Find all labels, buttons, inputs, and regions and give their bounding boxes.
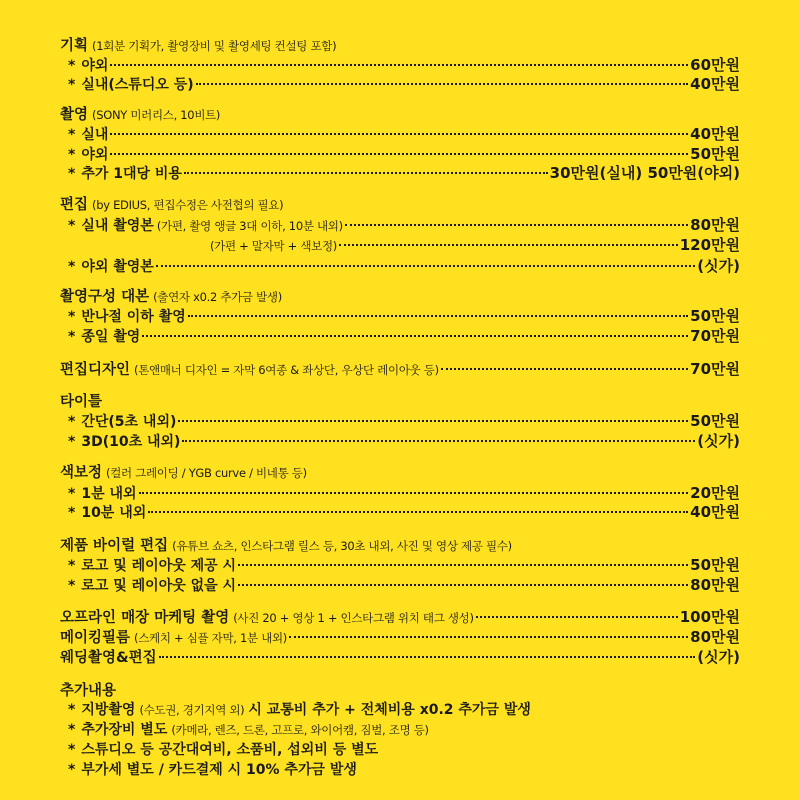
dot-leader: [476, 616, 678, 618]
price-row: [60, 432, 740, 451]
note-row: [60, 761, 740, 779]
bullet-marker: *: [68, 558, 76, 574]
section-title: 메이킹필름: [60, 630, 131, 646]
section-viral-heading: [60, 537, 740, 555]
item-label: 1분 내외: [81, 486, 137, 502]
section-title: 기획: [60, 38, 89, 54]
dot-leader: [345, 224, 688, 226]
price-row: [60, 556, 740, 575]
bullet-marker: *: [68, 127, 76, 143]
item-label: 야외: [81, 147, 109, 163]
dot-leader: [289, 636, 688, 638]
section-note: (스케치 + 심플 자막, 1분 내외): [134, 631, 287, 645]
item-label: 야외 촬영본: [81, 259, 154, 275]
item-label: 10분 내외: [81, 505, 147, 521]
item-note: (가편 + 말자막 + 색보정): [210, 239, 337, 253]
bullet-marker: *: [68, 434, 76, 450]
note-bold: 스튜디오 등 공간대여비, 소품비, 섭외비 등 별도: [81, 742, 379, 758]
note-row: [60, 721, 740, 739]
item-price: 80만원: [690, 216, 740, 234]
bullet-marker: *: [68, 147, 76, 163]
item-note: (가편, 촬영 앵글 3대 이하, 10분 내외): [156, 219, 343, 233]
item-price: 60만원: [690, 56, 740, 74]
bullet-marker: *: [68, 309, 76, 325]
bullet-marker: *: [68, 414, 76, 430]
section-editing-heading: [60, 196, 740, 214]
item-price: (싯가): [697, 257, 740, 275]
price-row: [60, 257, 740, 276]
bullet-marker: *: [68, 329, 76, 345]
item-price: 40만원: [690, 125, 740, 143]
price-row: [60, 307, 740, 326]
bullet-marker: *: [68, 58, 76, 74]
price-row: [60, 412, 740, 431]
item-price: 70만원: [690, 327, 740, 345]
dot-leader: [110, 153, 688, 155]
item-label: 실내: [81, 127, 109, 143]
item-label: 종일 촬영: [81, 329, 141, 345]
section-making-row: [60, 628, 740, 647]
item-price: 50만원: [690, 412, 740, 430]
bullet-marker: *: [68, 77, 76, 93]
dot-leader: [196, 83, 688, 85]
price-row: [60, 164, 740, 183]
dot-leader: [182, 440, 695, 442]
item-price: 50만원: [690, 145, 740, 163]
item-price: 100만원: [679, 608, 740, 626]
item-label: 반나절 이하 촬영: [81, 309, 186, 325]
section-wedding-row: [60, 648, 740, 667]
item-label: 로고 및 레이아웃 없을 시: [81, 578, 237, 594]
bullet-marker: *: [68, 742, 76, 758]
note-bold: 부가세 별도 / 카드결제 시 10% 추가금 발생: [81, 762, 357, 778]
dot-leader: [238, 564, 688, 566]
section-title: 편집: [60, 197, 89, 213]
section-title: 추가내용: [60, 683, 117, 699]
item-label: 로고 및 레이아웃 제공 시: [81, 558, 237, 574]
price-row: [60, 327, 740, 346]
dot-leader: [110, 64, 688, 66]
item-price: 70만원: [690, 360, 740, 378]
dot-leader: [441, 368, 688, 370]
price-row: [60, 216, 740, 235]
section-title: 타이틀: [60, 394, 103, 410]
price-row: [60, 576, 740, 595]
note-row: [60, 741, 740, 759]
dot-leader: [339, 244, 678, 246]
price-row: [60, 75, 740, 94]
note-bold: 지방촬영: [81, 702, 136, 718]
section-title: 촬영: [60, 107, 89, 123]
price-row: [60, 503, 740, 522]
section-title: 오프라인 매장 마케팅 촬영: [60, 610, 230, 626]
note-detail: (수도권, 경기지역 외): [139, 703, 245, 717]
section-title: 색보정: [60, 465, 103, 481]
section-note: (유튜브 쇼츠, 인스타그램 릴스 등, 30초 내외, 사진 및 영상 제공 필수): [172, 539, 512, 553]
section-extra-heading: [60, 682, 740, 700]
dot-leader: [148, 511, 688, 513]
section-offline-row: [60, 608, 740, 627]
item-label: 실내 촬영본: [81, 218, 154, 234]
bullet-marker: *: [68, 259, 76, 275]
dot-leader: [184, 172, 548, 174]
bullet-marker: *: [68, 762, 76, 778]
bullet-marker: *: [68, 486, 76, 502]
section-note: (사진 20 + 영상 1 + 인스타그램 위치 태그 생성): [233, 611, 474, 625]
note-bold: 추가장비 별도: [81, 722, 168, 738]
section-title: 제품 바이럴 편집: [60, 538, 169, 554]
section-planning-heading: [60, 37, 740, 55]
item-price: 50만원: [690, 307, 740, 325]
section-shooting-heading: [60, 106, 740, 124]
item-price: (싯가): [697, 432, 740, 450]
price-row: [60, 125, 740, 144]
item-price: 50만원: [690, 556, 740, 574]
section-color-heading: [60, 464, 740, 482]
bullet-marker: *: [68, 722, 76, 738]
section-note: (by EDIUS, 편집수정은 사전협의 필요): [92, 198, 284, 212]
dot-leader: [188, 315, 688, 317]
item-price: (싯가): [697, 648, 740, 666]
bullet-marker: *: [68, 166, 76, 182]
section-note: (1회분 기획가, 촬영장비 및 촬영세팅 컨설팅 포함): [92, 39, 337, 53]
bullet-marker: *: [68, 578, 76, 594]
section-title: 촬영구성 대본: [60, 289, 150, 305]
section-title: 웨딩촬영&편집: [60, 650, 157, 666]
section-edit-design-row: [60, 360, 740, 379]
item-label: 간단(5초 내외): [81, 414, 177, 430]
note-detail: (카메라, 렌즈, 드론, 고프로, 와이어캠, 짐벌, 조명 등): [171, 723, 429, 737]
item-label: 실내(스튜디오 등): [81, 77, 194, 93]
bullet-marker: *: [68, 505, 76, 521]
item-price: 20만원: [690, 484, 740, 502]
section-note: (톤앤매너 디자인 = 자막 6여종 & 좌상단, 우상단 레이아웃 등): [134, 363, 439, 377]
item-label: 추가 1대당 비용: [81, 166, 182, 182]
section-note: (컬러 그레이딩 / YGB curve / 비네통 등): [106, 466, 307, 480]
section-title: 편집디자인: [60, 362, 131, 378]
item-price: 120만원: [679, 236, 740, 254]
item-price: 30만원(실내) 50만원(야외): [549, 164, 740, 182]
note-row: [60, 701, 740, 719]
item-price: 40만원: [690, 75, 740, 93]
section-script-heading: [60, 288, 740, 306]
dot-leader: [159, 656, 696, 658]
item-label: 야외: [81, 58, 109, 74]
bullet-marker: *: [68, 702, 76, 718]
item-price: 40만원: [690, 503, 740, 521]
section-note: (출연자 x0.2 추가금 발생): [153, 290, 282, 304]
dot-leader: [156, 265, 695, 267]
note-tail: 시 교통비 추가 + 전체비용 x0.2 추가금 발생: [248, 702, 531, 718]
item-price: 80만원: [690, 576, 740, 594]
price-row: [60, 145, 740, 164]
dot-leader: [238, 584, 688, 586]
dot-leader: [142, 335, 688, 337]
item-price: 80만원: [690, 628, 740, 646]
dot-leader: [178, 420, 688, 422]
item-label: 3D(10초 내외): [81, 434, 181, 450]
price-row: [60, 236, 740, 255]
section-note: (SONY 미러리스, 10비트): [92, 108, 221, 122]
dot-leader: [139, 492, 689, 494]
bullet-marker: *: [68, 218, 76, 234]
price-row: [60, 56, 740, 75]
section-title-design-heading: [60, 393, 740, 411]
price-row: [60, 484, 740, 503]
dot-leader: [110, 133, 688, 135]
